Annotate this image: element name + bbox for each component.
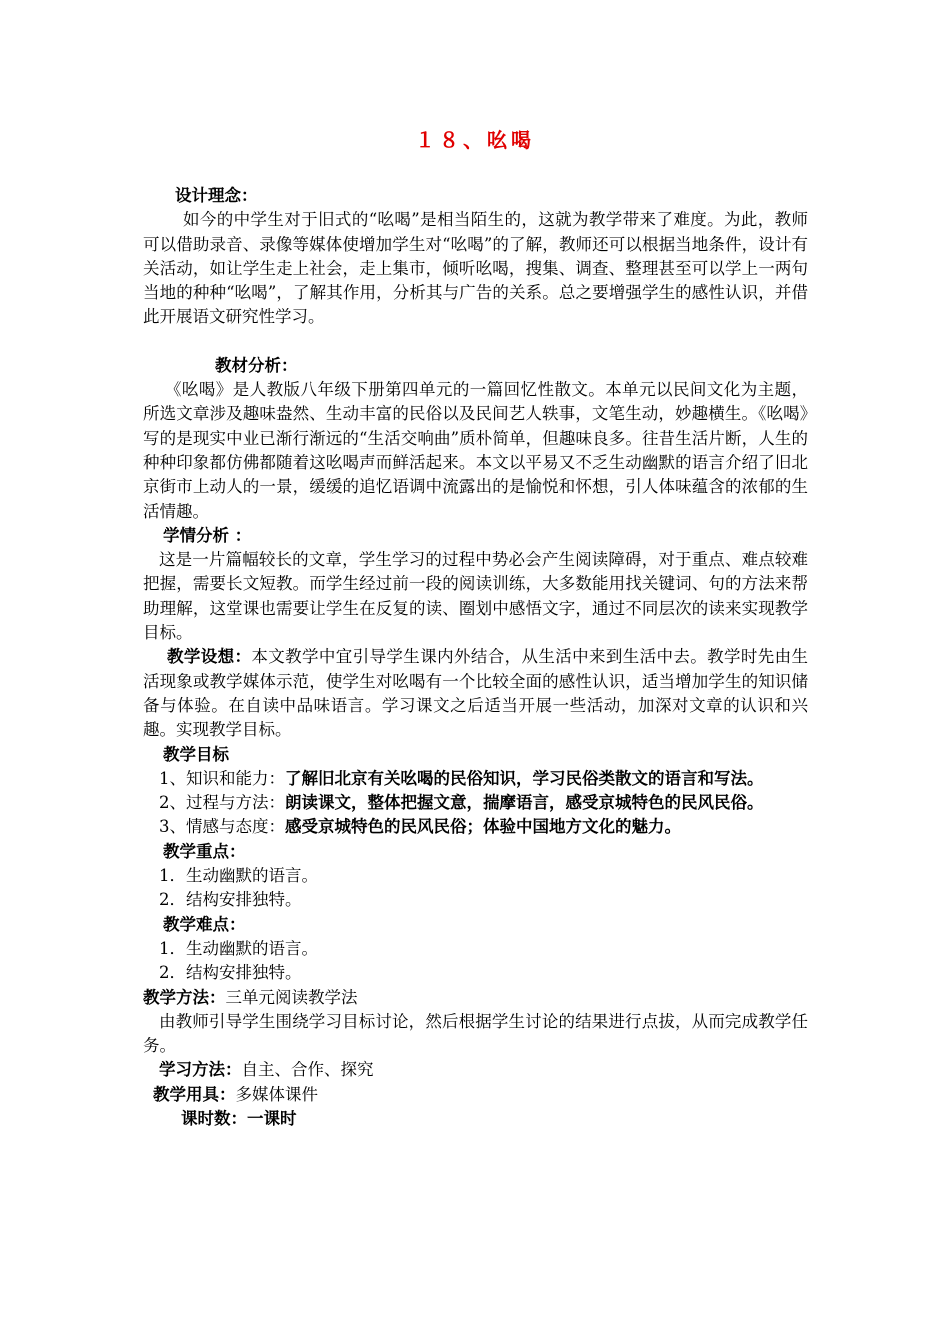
learning-method-heading: 学习方法： — [159, 1060, 242, 1080]
teaching-idea-heading: 教学设想： — [167, 647, 252, 667]
teaching-idea-paragraph — [143, 645, 808, 742]
objective-text: 感受京城特色的民风民俗；体验中国地方文化的魅力。 — [285, 817, 681, 837]
design-concept-heading: 设计理念： — [175, 186, 258, 205]
objective-text: 了解旧北京有关吆喝的民俗知识，学习民俗类散文的语言和写法。 — [285, 768, 764, 788]
class-hours-heading: 课时数： — [181, 1108, 247, 1128]
difficulty-item: 1．生动幽默的语言。 — [159, 938, 318, 958]
class-hours-line — [143, 1107, 808, 1131]
objective-label: 1、知识和能力： — [159, 768, 285, 788]
document-body — [143, 184, 808, 1131]
learning-method-line — [143, 1058, 808, 1082]
objective-label: 2、过程与方法： — [159, 793, 285, 813]
objective-item — [143, 815, 808, 839]
design-concept-body: 如今的中学生对于旧式的“吆喝”是相当陌生的，这就为教学带来了难度。为此，教师可以借助录音、录像等媒体使增加学生对“吆喝”的了解，教师还可以根据当地条件，设计有关活动，如让学生走上社会，走上集市，倾听吆喝，搜集、调查、整理甚至可以学上一两句当地的种种“吆喝”，了解其作用，分析其与广告的关系。总之要增强学生的感性认识，并借此开展语文研究性学习。 — [143, 210, 808, 327]
teaching-method-value: 三单元阅读教学法 — [225, 987, 358, 1007]
objectives-heading: 教学目标 — [163, 744, 229, 764]
objective-item — [143, 767, 808, 791]
teaching-tools-line — [143, 1083, 808, 1107]
student-analysis-heading: 学情分析 ： — [163, 525, 252, 545]
page-title: １８、吆喝 — [415, 128, 535, 152]
teaching-method-line — [143, 986, 808, 1010]
difficulty-item: 2．结构安排独特。 — [159, 963, 302, 983]
spacer — [143, 330, 808, 354]
teaching-method-heading: 教学方法： — [143, 987, 226, 1007]
key-points-heading: 教学重点： — [163, 841, 246, 861]
key-point-item: 2．结构安排独特。 — [159, 890, 302, 910]
objective-text: 朗读课文，整体把握文意，揣摩语言，感受京城特色的民风民俗。 — [285, 793, 764, 813]
objective-item — [143, 791, 808, 815]
class-hours-value: 一课时 — [247, 1108, 297, 1128]
textbook-analysis-body: 《吆喝》是人教版八年级下册第四单元的一篇回忆性散文。本单元以民间文化为主题，所选文章涉及趣味盎然、生动丰富的民俗以及民间艺人轶事，文笔生动，妙趣横生。《吆喝》写的是现实中业已渐行渐远的“生活交响曲”质朴简单，但趣味良多。往昔生活片断，人生的种种印象都仿佛都随着这吆喝声而鲜活起来。本文以平易又不乏生动幽默的语言介绍了旧北京街市上动人的一景，缓缓的追忆语调中流露出的是愉悦和怀想，引人体味蕴含的浓郁的生活情趣。 — [143, 380, 808, 521]
key-point-item: 1．生动幽默的语言。 — [159, 866, 318, 886]
difficulties-heading: 教学难点： — [163, 914, 246, 934]
teaching-idea-body: 本文教学中宜引导学生课内外结合，从生活中来到生活中去。教学时先由生活现象或教学媒体示范，使学生对吆喝有一个比较全面的感性认识，适当增加学生的知识储备与体验。在自读中品味语言。学习课文之后适当开展一些活动，加深对文章的认识和兴趣。实现教学目标。 — [143, 647, 809, 740]
learning-method-value: 自主、合作、探究 — [241, 1060, 374, 1080]
teaching-tools-value: 多媒体课件 — [235, 1084, 318, 1104]
teaching-tools-heading: 教学用具： — [153, 1084, 236, 1104]
objective-label: 3、情感与态度： — [159, 817, 285, 837]
textbook-analysis-heading: 教材分析： — [215, 355, 298, 375]
student-analysis-body: 这是一片篇幅较长的文章，学生学习的过程中势必会产生阅读障碍，对于重点、难点较难把握，需要长文短教。而学生经过前一段的阅读训练，大多数能用找关键词、句的方法来帮助理解，这堂课也需要让学生在反复的读、圈划中感悟文字，通过不同层次的读来实现教学目标。 — [143, 550, 808, 643]
teaching-method-body: 由教师引导学生围绕学习目标讨论，然后根据学生讨论的结果进行点拔，从而完成教学任务。 — [143, 1011, 808, 1056]
